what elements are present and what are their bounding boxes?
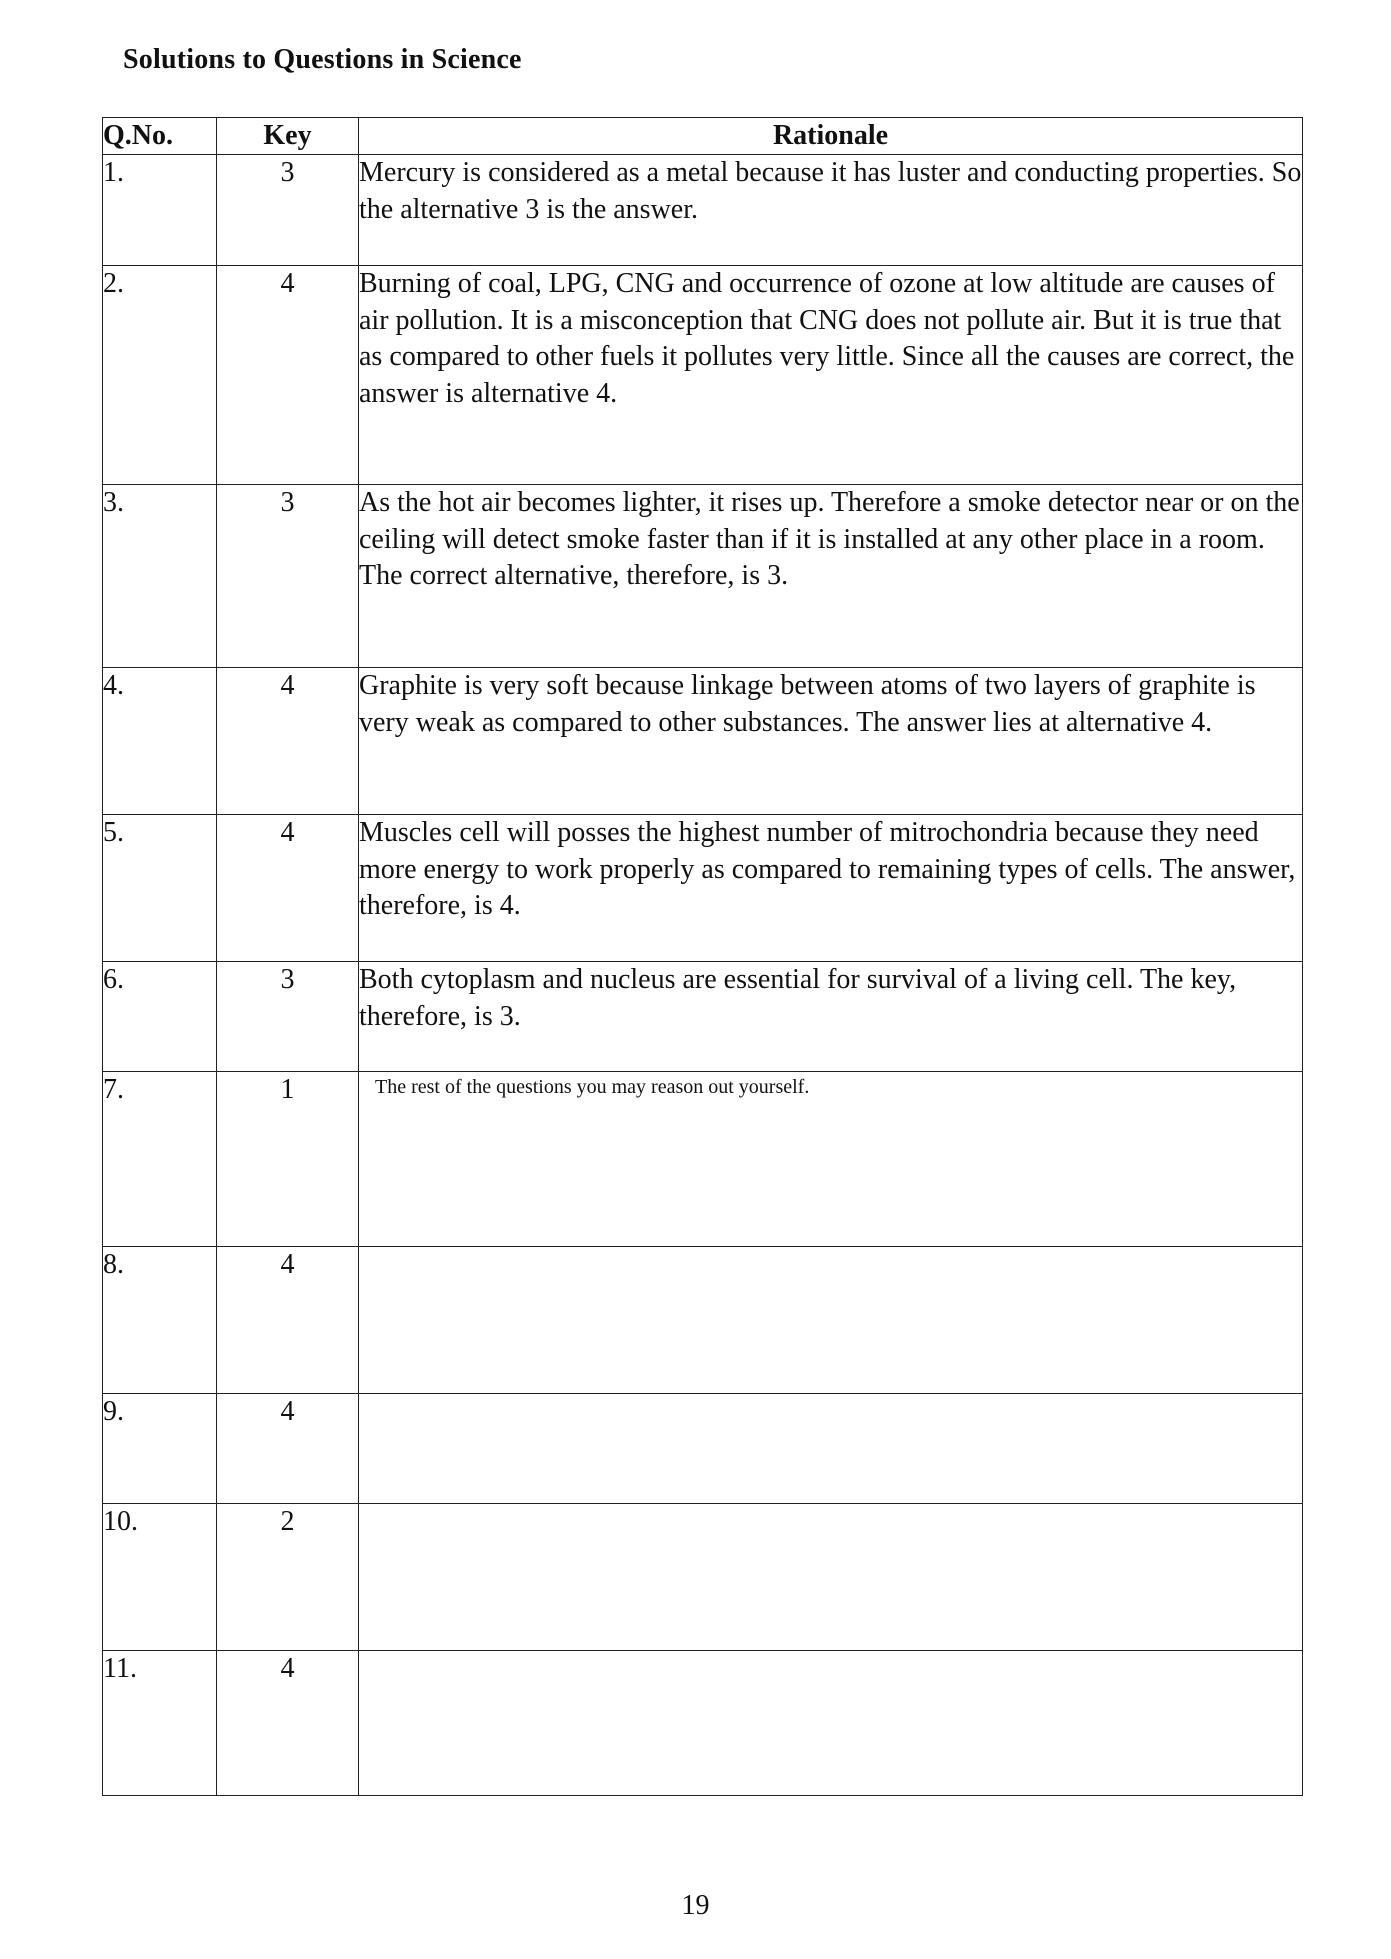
rationale-text: Graphite is very soft because linkage between atoms of two layers of graphite is very weak as compared to other substances. The answer lies at alternative 4. xyxy=(359,668,1303,815)
page-number: 19 xyxy=(681,1890,710,1921)
table-row xyxy=(103,155,1303,266)
question-number: 8. xyxy=(103,1247,217,1394)
answer-key: 1 xyxy=(217,1072,359,1247)
header-key: Key xyxy=(217,118,359,155)
table-header-row xyxy=(103,118,1303,155)
solutions-table xyxy=(102,117,1303,1796)
header-rationale: Rationale xyxy=(359,118,1303,155)
table-row xyxy=(103,962,1303,1072)
table-row xyxy=(103,1651,1303,1796)
question-number: 11. xyxy=(103,1651,217,1796)
table-row xyxy=(103,485,1303,668)
answer-key: 4 xyxy=(217,1247,359,1394)
rationale-text: Muscles cell will posses the highest number of mitrochondria because they need more energy to work properly as compared to remaining types of cells. The answer, therefore, is 4. xyxy=(359,815,1303,962)
rationale-text xyxy=(359,1651,1303,1796)
rationale-text: Burning of coal, LPG, CNG and occurrence of ozone at low altitude are causes of air pollution. It is a misconception that CNG does not pollute air. But it is true that as compared to other fuels it pollutes very little. Since all the causes are correct, the answer is alternative 4. xyxy=(359,266,1303,485)
table-row xyxy=(103,266,1303,485)
question-number: 10. xyxy=(103,1504,217,1651)
answer-key: 4 xyxy=(217,815,359,962)
table-row xyxy=(103,668,1303,815)
table-row xyxy=(103,1504,1303,1651)
table-row xyxy=(103,815,1303,962)
answer-key: 3 xyxy=(217,485,359,668)
rationale-text xyxy=(359,1247,1303,1394)
question-number: 4. xyxy=(103,668,217,815)
answer-key: 4 xyxy=(217,1651,359,1796)
question-number: 5. xyxy=(103,815,217,962)
rationale-text: As the hot air becomes lighter, it rises up. Therefore a smoke detector near or on the ceiling will detect smoke faster than if it is installed at any other place in a room. The correct alternative, therefore, is 3. xyxy=(359,485,1303,668)
question-number: 6. xyxy=(103,962,217,1072)
rationale-text: Both cytoplasm and nucleus are essential for survival of a living cell. The key, therefore, is 3. xyxy=(359,962,1303,1072)
question-number: 9. xyxy=(103,1394,217,1504)
rationale-text xyxy=(359,1504,1303,1651)
rationale-text: Mercury is considered as a metal because it has luster and conducting properties. So the alternative 3 is the answer. xyxy=(359,155,1303,266)
rationale-text: The rest of the questions you may reason out yourself. xyxy=(359,1072,1303,1247)
question-number: 7. xyxy=(103,1072,217,1247)
table-row xyxy=(103,1072,1303,1247)
header-qno: Q.No. xyxy=(103,118,217,155)
answer-key: 2 xyxy=(217,1504,359,1651)
answer-key: 3 xyxy=(217,155,359,266)
rationale-text xyxy=(359,1394,1303,1504)
answer-key: 4 xyxy=(217,668,359,815)
question-number: 1. xyxy=(103,155,217,266)
table-row xyxy=(103,1247,1303,1394)
question-number: 2. xyxy=(103,266,217,485)
question-number: 3. xyxy=(103,485,217,668)
answer-key: 3 xyxy=(217,962,359,1072)
table-row xyxy=(103,1394,1303,1504)
answer-key: 4 xyxy=(217,266,359,485)
answer-key: 4 xyxy=(217,1394,359,1504)
page-title: Solutions to Questions in Science xyxy=(123,44,522,75)
